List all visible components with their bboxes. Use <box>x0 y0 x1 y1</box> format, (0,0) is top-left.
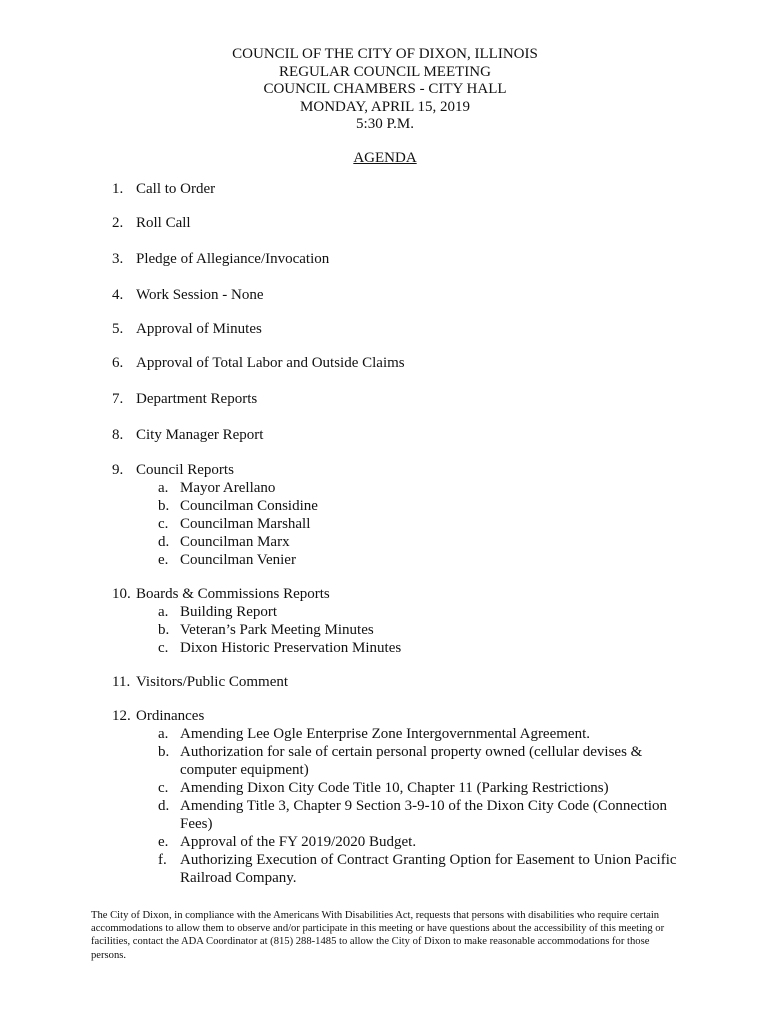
agenda-item-row <box>112 214 692 232</box>
agenda-items <box>112 180 692 887</box>
agenda-item <box>112 180 692 198</box>
agenda-subitems <box>112 603 692 657</box>
agenda-subitem-text: Authorizing Execution of Contract Granting Option for Easement to Union Pacific Railroad Company. <box>180 852 677 886</box>
agenda-subitem-letter: e. <box>158 552 169 568</box>
agenda-item-row <box>112 320 692 338</box>
agenda-item-label: Department Reports <box>136 391 258 407</box>
agenda-subitem-text: Building Report <box>180 604 278 620</box>
agenda-item-number: 11. <box>112 674 131 690</box>
agenda-item-label: Boards & Commissions Reports <box>136 586 330 602</box>
agenda-subitem <box>158 725 692 743</box>
agenda-item <box>112 214 692 232</box>
agenda-item <box>112 426 692 444</box>
agenda-subitem-text: Approval of the FY 2019/2020 Budget. <box>180 834 417 850</box>
agenda-item <box>112 585 692 657</box>
agenda-item <box>112 707 692 887</box>
agenda-subitem-text: Dixon Historic Preservation Minutes <box>180 640 402 656</box>
header-date: MONDAY, APRIL 15, 2019 <box>300 98 470 115</box>
agenda-item <box>112 390 692 408</box>
agenda-item-row <box>112 426 692 444</box>
agenda-subitem <box>158 621 692 639</box>
agenda-item-row <box>112 673 692 691</box>
agenda-item-number: 1. <box>112 181 124 197</box>
agenda-item-number: 10. <box>112 586 131 602</box>
agenda-subitem-letter: b. <box>158 498 170 514</box>
agenda-item-label: Work Session - None <box>136 287 264 303</box>
agenda-subitem-letter: e. <box>158 834 169 850</box>
agenda-item-label: Ordinances <box>136 708 205 724</box>
agenda-subitems <box>112 725 692 887</box>
agenda-item-label: Approval of Total Labor and Outside Claims <box>136 355 405 371</box>
agenda-subitem-text: Amending Lee Ogle Enterprise Zone Intergovernmental Agreement. <box>180 726 590 742</box>
agenda-item-number: 4. <box>112 287 124 303</box>
agenda-subitem <box>158 639 692 657</box>
agenda-item-label: Visitors/Public Comment <box>136 674 289 690</box>
header-meeting-type: REGULAR COUNCIL MEETING <box>279 63 491 80</box>
agenda-subitem <box>158 533 692 551</box>
agenda-subitem <box>158 797 692 833</box>
agenda-item <box>112 354 692 372</box>
agenda-item-row <box>112 707 692 725</box>
header-council-name: COUNCIL OF THE CITY OF DIXON, ILLINOIS <box>232 46 538 62</box>
agenda-subitem-letter: c. <box>158 780 169 796</box>
agenda-subitem-letter: c. <box>158 516 169 532</box>
agenda-subitem-text: Councilman Marshall <box>180 516 311 532</box>
agenda-item-number: 5. <box>112 321 124 337</box>
agenda-subitem-text: Councilman Venier <box>180 552 296 568</box>
agenda-item-label: Pledge of Allegiance/Invocation <box>136 251 330 267</box>
agenda-subitem-letter: d. <box>158 534 170 550</box>
agenda-item-number: 12. <box>112 708 131 724</box>
agenda-subitem-letter: f. <box>158 852 167 868</box>
agenda-subitem-letter: b. <box>158 744 170 760</box>
agenda-item-number: 3. <box>112 251 124 267</box>
agenda-subitem-text: Veteran’s Park Meeting Minutes <box>180 622 374 638</box>
agenda-item-row <box>112 180 692 198</box>
agenda-subitem <box>158 779 692 797</box>
agenda-subitem-text: Mayor Arellano <box>180 480 276 496</box>
agenda-item-label: Approval of Minutes <box>136 321 262 337</box>
agenda-subitem-text: Amending Dixon City Code Title 10, Chapter 11 (Parking Restrictions) <box>180 780 609 796</box>
agenda-item-label: Roll Call <box>136 215 191 231</box>
agenda-item-number: 9. <box>112 462 124 478</box>
agenda-item-number: 6. <box>112 355 124 371</box>
agenda-item <box>112 461 692 569</box>
agenda-subitem <box>158 497 692 515</box>
agenda-subitems <box>112 479 692 569</box>
agenda-subitem-letter: d. <box>158 798 170 814</box>
agenda-subitem-text: Authorization for sale of certain personal property owned (cellular devises & computer equipment) <box>180 744 643 778</box>
document-header <box>0 46 770 134</box>
agenda-item-number: 8. <box>112 427 124 443</box>
agenda-subitem <box>158 515 692 533</box>
agenda-item-row <box>112 585 692 603</box>
agenda-title: AGENDA <box>353 150 417 166</box>
agenda-item-row <box>112 461 692 479</box>
agenda-subitem-letter: c. <box>158 640 169 656</box>
agenda-item <box>112 250 692 268</box>
agenda-subitem-letter: a. <box>158 604 169 620</box>
agenda-item-label: Council Reports <box>136 462 234 478</box>
agenda-subitem-text: Councilman Considine <box>180 498 318 514</box>
agenda-subitem <box>158 551 692 569</box>
agenda-subitem <box>158 743 692 779</box>
agenda-subitem <box>158 851 692 887</box>
ada-notice: The City of Dixon, in compliance with the Americans With Disabilities Act, requests that persons with disabilities who require certain accommodations to allow them to observe and/or participate in this meeting or have questions about the accessibility of this meeting or facilities, contact the ADA Coordinator at (815) 288-1485 to allow the City of Dixon to make reasonable accommodations for those persons. <box>91 910 665 961</box>
header-time: 5:30 P.M. <box>356 116 414 133</box>
agenda-subitem-letter: b. <box>158 622 170 638</box>
agenda-item-number: 2. <box>112 215 124 231</box>
header-location: COUNCIL CHAMBERS - CITY HALL <box>263 81 507 98</box>
agenda-item-row <box>112 390 692 408</box>
agenda-subitem-text: Amending Title 3, Chapter 9 Section 3-9-10 of the Dixon City Code (Connection Fees) <box>180 798 668 832</box>
agenda-item-row <box>112 354 692 372</box>
agenda-subitem-text: Councilman Marx <box>180 534 290 550</box>
agenda-subitem-letter: a. <box>158 726 169 742</box>
agenda-item-label: City Manager Report <box>136 427 264 443</box>
agenda-item-row <box>112 286 692 304</box>
agenda-item-row <box>112 250 692 268</box>
agenda-subitem <box>158 479 692 497</box>
agenda-item <box>112 673 692 691</box>
agenda-item-number: 7. <box>112 391 124 407</box>
agenda-subitem-letter: a. <box>158 480 169 496</box>
agenda-item-label: Call to Order <box>136 181 216 197</box>
agenda-item <box>112 286 692 304</box>
agenda-item <box>112 320 692 338</box>
agenda-subitem <box>158 603 692 621</box>
agenda-subitem <box>158 833 692 851</box>
